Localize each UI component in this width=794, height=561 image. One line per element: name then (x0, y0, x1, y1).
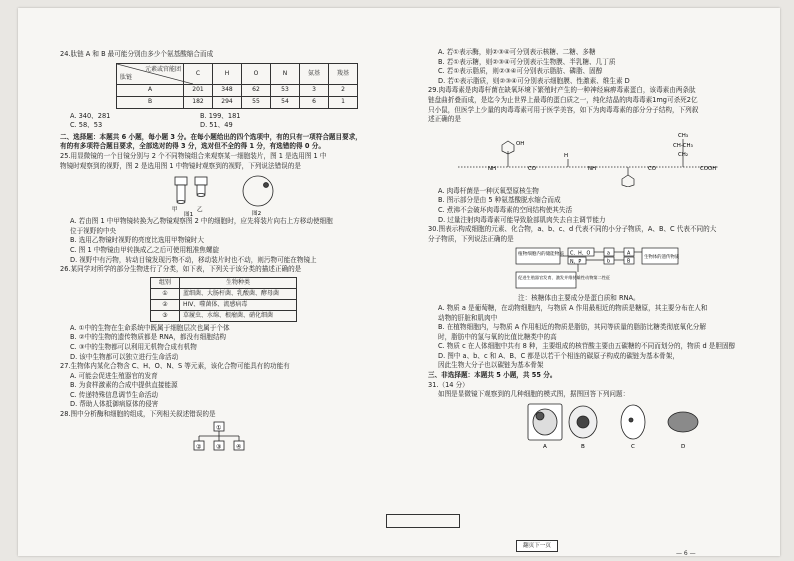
option[interactable]: D. 该中生物都可以独立进行生命活动 (70, 352, 179, 361)
q24-options-row2 (60, 121, 380, 131)
q24-col: 氨基 (300, 63, 329, 84)
cell-label-c: C (631, 443, 635, 450)
q29-line: 链盘曲折叠而成，是迄今为止世界上最毒的蛋白质之一，纯化结晶的肉毒毒素1mg可杀死2亿 (428, 95, 698, 104)
cell: ① (151, 288, 180, 299)
cell: B (117, 96, 184, 108)
q25-line: 物镜时观察到的视野，图 2 是选用图 1 中物镜时观察到的视野，下列说法错误的是 (60, 161, 301, 170)
q24-header-a: 元素或官能团 (144, 65, 181, 73)
cell: 182 (184, 96, 213, 108)
option[interactable]: D. 视野中有污物，转动目镜发现污物不动，移动装片时也不动，则污物可能在物镜上 (70, 255, 317, 264)
table-row (117, 84, 358, 96)
option[interactable]: D. 图中 a、b、c 和 A、B、C 都是以若干个相连的碳原子构成的碳链为基本骨架， (438, 351, 679, 360)
group-co: CO (528, 165, 537, 172)
node-a-small: a (607, 251, 610, 257)
q24-col: H (213, 63, 242, 84)
fig-label-1: 图1 (184, 212, 194, 218)
option[interactable]: C. 58、53 (70, 121, 103, 130)
q29-line: 只小鼠，但医学上少量的肉毒毒素可用于医学美容，如下为肉毒毒素的部分分子结构，下列叙 (428, 105, 699, 114)
q24-col: C (184, 63, 213, 84)
option[interactable]: C. 传递特殊信息调节生命活动 (70, 390, 158, 399)
q31-cells (428, 400, 750, 450)
section2-line2: 有的有多项符合题目要求，全部选对的得 3 分，选对但不全的得 1 分，有选错的得 0 分。 (60, 142, 325, 151)
option[interactable]: A. 若①表示酶，则②③④可分别表示核糖、二糖、多糖 (438, 48, 596, 56)
cell-label-b: B (581, 443, 585, 450)
microscope-figure (60, 171, 380, 217)
q31-stem: 如图是显微镜下观察到的几种细胞的模式图，据图回答下列问题： (438, 390, 630, 399)
option-cont: 时，脂肪中的氢与氧的比值比糖类中的高 (438, 332, 557, 341)
blank-answer-box (386, 514, 460, 528)
node-genetic: 生物体的遗传物质 (644, 255, 680, 261)
objective-yi-icon (195, 177, 207, 197)
option[interactable]: A. 可能会促进生殖器官的发育 (70, 371, 158, 380)
option[interactable]: A. 物质 a 是葡萄糖，在动物细胞内，与物质 A 作用最相近的物质是糖原，其主要分布在人和 (438, 303, 708, 312)
left-column (60, 50, 380, 456)
cell: 草履虫、水绵、根瘤菌、硝化细菌 (180, 310, 297, 321)
q24-table-corner (117, 63, 184, 84)
group-nh: NH (488, 165, 497, 172)
q30-line: 30.图表示构成细胞的元素、化合物，a、b、c、d 代表不同的小分子物质，A、B、C 代表不同的大 (428, 225, 717, 234)
node-4: ④ (236, 443, 242, 451)
exam-sheet (18, 8, 780, 556)
option-cont: 动物的肝脏和肌肉中 (438, 313, 498, 322)
q24-options-row1 (60, 112, 380, 122)
q24-col: 羧基 (329, 63, 358, 84)
q28-diagram (60, 420, 380, 456)
cell: 62 (242, 84, 271, 96)
group-oh: OH (516, 140, 525, 147)
cell: HIV、噬菌体、流感病毒 (180, 299, 297, 310)
cell: 蓝细菌、大肠杆菌、乳酸菌、酵母菌 (180, 288, 297, 299)
q24-table (116, 63, 358, 109)
cell: 201 (184, 84, 213, 96)
option[interactable]: B. 在植物细胞内，与物质 A 作用相近的物质是脂肪，其同等质量的脂肪比糖类彻底氧化分解 (438, 323, 706, 332)
cell-label-d: D (681, 443, 686, 450)
option[interactable]: D. 若①表示脂质，则②③④可分别表示细胞膜、性激素、维生素 D (438, 76, 630, 85)
cell: 组别 (151, 277, 180, 288)
group-h: H (564, 152, 569, 159)
section3-title: 三、非选择题：本题共 5 小题，共 55 分。 (428, 371, 557, 380)
node-1: ① (216, 424, 222, 432)
cell: 6 (300, 96, 329, 108)
option[interactable]: D. 过量注射肉毒毒素可能导致脸部肌肉失去自主调节能力 (438, 215, 606, 224)
q28-stem: 28.图中分析酶和细胞的组成，下列相关叙述错误的是 (60, 410, 216, 419)
q24-stem: 24.肽链 A 和 B 最可能分别由多少个氨基酸缩合而成 (60, 50, 214, 58)
option[interactable]: B. 为食样激素的合成中提供直接能源 (70, 381, 178, 390)
node-b: B (627, 259, 631, 265)
option[interactable]: B. 图示部分是由 5 种氨基酸脱水缩合而成 (438, 196, 561, 205)
option[interactable]: B. 若①表示糖，则②③④可分别表示生物膜、半乳糖、几丁质 (438, 57, 616, 66)
table-row (117, 96, 358, 108)
q27-stem: 27.生物体内某化合物含 C、H、O、N、S 等元素，该化合物可能具有的功能有 (60, 362, 290, 371)
node-b-small: b (607, 259, 611, 265)
tree-diagram (60, 420, 380, 456)
objective-jia-icon (175, 177, 187, 204)
option[interactable]: D. 帮助人体抵御病原体的侵害 (70, 400, 159, 409)
node-np: N、P (570, 260, 582, 266)
q31-head: 31.（14 分） (428, 380, 469, 389)
cell: 54 (271, 96, 300, 108)
group-ch2: CH₂ (678, 151, 688, 158)
blue-algae-icon (668, 412, 698, 432)
option[interactable]: C. 图 1 中物镜由甲转换成乙之后可使用粗准焦螺旋 (70, 245, 220, 254)
group-ch-ch3: CH-CH₃ (673, 142, 693, 149)
q29-line: 29.肉毒毒素是肉毒杆菌在缺氧环境下繁殖时产生的一种神经麻痹毒素蛋白，该毒素由两条肽 (428, 86, 696, 95)
fig-label-yi: 乙 (197, 207, 203, 214)
option[interactable]: C. 物质 c 在人体细胞中共有 8 种，主要组成的核苷酸主要由五碳糖的不同而划分的，物质 d 是胆固醇 (438, 342, 736, 351)
q24-col: N (271, 63, 300, 84)
field-of-view-icon (243, 176, 273, 206)
bacterium-icon (621, 405, 645, 439)
group-nh-2: NH (588, 165, 597, 172)
cell: 2 (329, 84, 358, 96)
group-cooh: COOH (700, 165, 717, 172)
q24-col: O (242, 63, 271, 84)
next-page-button[interactable]: 翻页下一页 (516, 540, 558, 552)
node-2: ② (196, 443, 202, 451)
q29-line: 述正确的是 (428, 115, 461, 124)
q30-note: 注：核糖体由主要成分是蛋白质和 RNA。 (518, 294, 640, 303)
option[interactable]: C. 煮沸不会破坏肉毒毒素的空间结构使其失活 (438, 205, 573, 214)
option[interactable]: A. 若由图 1 中甲物镜转换为乙物镜观察图 2 中的细胞时，应先将装片向右上方移动使细胞 (70, 217, 333, 226)
cell: A (117, 84, 184, 96)
table-row (151, 277, 297, 288)
peptide-structure (428, 125, 750, 187)
q26-stem: 26.某同学对所学的部分生物进行了分类，如下表，下列关于该分类的描述正确的是 (60, 265, 302, 274)
option[interactable]: C. ③中的生物都可以利用无机物合成有机物 (70, 342, 197, 351)
cell: ② (151, 299, 180, 310)
option-cont: 因此生物大分子也以碳链为基本骨架 (438, 361, 544, 370)
option[interactable]: A. 340、281 (70, 111, 111, 120)
option[interactable]: A. ①中的生物在生命系统中既属于细胞层次也属于个体 (70, 323, 230, 332)
q25-figure (60, 171, 380, 217)
group-co-2: CO (648, 165, 657, 172)
fig-label-jia: 甲 (172, 207, 178, 214)
table-row (151, 310, 297, 321)
option[interactable]: C. 若①表示脂质，则②③④可分别表示脂肪、磷脂、固醇 (438, 67, 603, 76)
option[interactable]: B. ②中的生物的遗传物质都是 RNA，都没有细胞结构 (70, 333, 227, 342)
cell-label-a: A (543, 443, 547, 450)
fig-label-2: 图2 (252, 211, 262, 218)
node-cho: C、H、O (570, 251, 591, 257)
q26-table (150, 277, 297, 322)
q30-line: 分子物质，下列说法正确的是 (428, 234, 514, 243)
compound-flow-diagram (428, 244, 750, 294)
cell: 348 (213, 84, 242, 96)
node-storage: 植物细胞内的储能物质 (518, 252, 564, 258)
node-a: A (627, 251, 631, 257)
option[interactable]: B. 选用乙物镜时视野的亮度比选用甲物镜时大 (70, 236, 204, 245)
option[interactable]: A. 肉毒杆菌是一种厌氧型原核生物 (438, 186, 539, 195)
cell: 53 (271, 84, 300, 96)
cell: 3 (300, 84, 329, 96)
table-row (151, 299, 297, 310)
page-number: — 6 — (676, 550, 696, 557)
option-cont: 位于视野的中央 (70, 226, 117, 235)
node-hormone: 促进生殖器官发育、激发并维持雄性动物第二性征 (518, 275, 611, 281)
cell: 294 (213, 96, 242, 108)
cell: ③ (151, 310, 180, 321)
right-column (428, 48, 750, 450)
q29-structure (428, 125, 750, 187)
node-3: ③ (216, 443, 222, 451)
group-ch3: CH₃ (678, 132, 688, 139)
cell: 1 (329, 96, 358, 108)
option[interactable]: D. 51、49 (200, 121, 233, 130)
option[interactable]: B. 199、181 (200, 111, 241, 120)
table-row (151, 288, 297, 299)
q25-line: 25.用显微镜的一个目镜分别与 2 个不同物镜组合来观察某一细胞装片，图 1 是选用图 1 中 (60, 151, 327, 160)
cell: 生物种类 (180, 277, 297, 288)
section2-title: 二、选择题：本题共 6 小题，每小题 3 分。在每小题给出的四个选项中，有的只有一项符合题目要求， (60, 132, 362, 141)
cells-figure (428, 400, 750, 450)
q30-diagram (428, 244, 750, 294)
q24-header-b: 肽链 (120, 74, 133, 81)
cell: 55 (242, 96, 271, 108)
